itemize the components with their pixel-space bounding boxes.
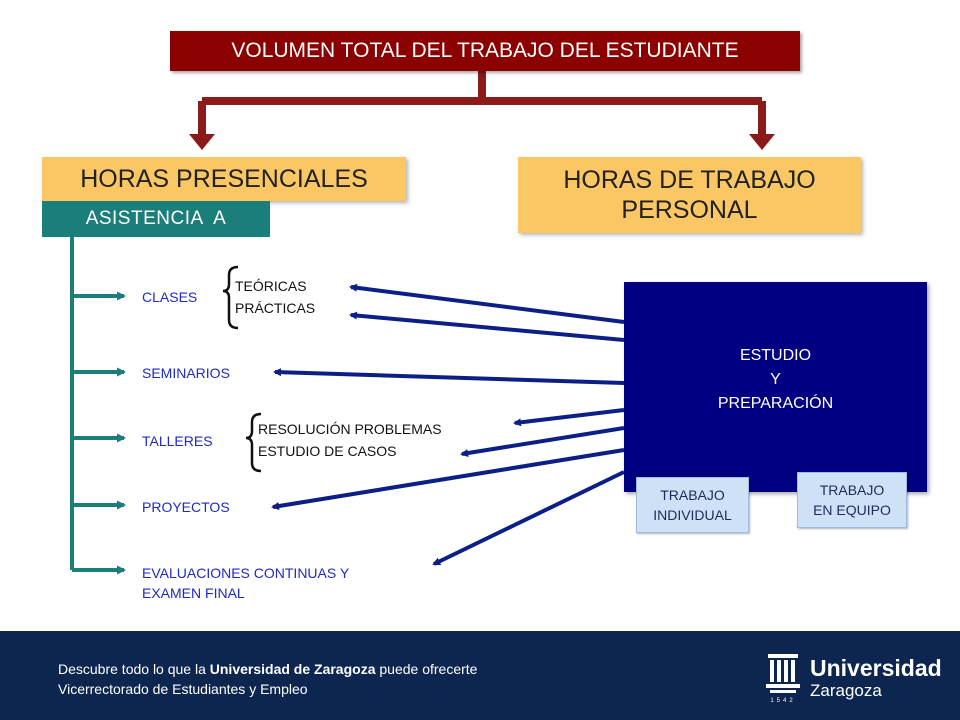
asistencia-label: ASISTENCIA A xyxy=(85,208,227,229)
logo-year: 1542 xyxy=(770,698,796,704)
activity-evaluaciones xyxy=(142,563,349,603)
horas-trabajo-personal-label: HORAS DE TRABAJO PERSONAL xyxy=(563,166,816,224)
trabajo-individual-line2: INDIVIDUAL xyxy=(653,507,732,523)
subitem-casos: ESTUDIO DE CASOS xyxy=(258,443,397,459)
red-arrowhead-left xyxy=(189,134,215,150)
title-box xyxy=(170,31,800,71)
clases-subitems xyxy=(235,275,315,319)
estudio-preparacion-text xyxy=(624,344,927,416)
footer-suffix: puede ofrecerte xyxy=(375,661,478,677)
subitem-teoricas: TEÓRICAS xyxy=(235,278,307,294)
evaluaciones-line1: EVALUACIONES CONTINUAS Y xyxy=(142,565,350,581)
asistencia-box xyxy=(42,201,270,237)
horas-trabajo-personal-box xyxy=(518,157,861,233)
activity-talleres: TALLERES xyxy=(142,433,213,449)
trabajo-individual-box xyxy=(636,477,749,533)
activity-seminarios: SEMINARIOS xyxy=(142,365,230,381)
title-text: VOLUMEN TOTAL DEL TRABAJO DEL ESTUDIANTE xyxy=(231,39,739,62)
footer-prefix: Descubre todo lo que la xyxy=(58,661,210,677)
estudio-line1: ESTUDIO xyxy=(739,347,812,364)
trabajo-individual-line1: TRABAJO xyxy=(660,487,725,503)
university-crest-icon xyxy=(762,652,804,704)
trabajo-equipo-box xyxy=(797,472,907,528)
footer-line2: Vicerrectorado de Estudiantes y Empleo xyxy=(58,681,308,697)
subitem-practicas: PRÁCTICAS xyxy=(235,300,316,316)
subitem-resolucion: RESOLUCIÓN PROBLEMAS xyxy=(258,421,442,437)
red-arrowhead-right xyxy=(749,134,775,150)
talleres-subitems xyxy=(258,418,442,462)
horas-presenciales-box xyxy=(42,157,406,201)
activity-clases: CLASES xyxy=(142,289,198,305)
trabajo-equipo-line2: EN EQUIPO xyxy=(813,502,891,518)
estudio-line3: PREPARACIÓN xyxy=(717,395,834,412)
footer-line1 xyxy=(58,661,477,677)
logo-city: Zaragoza xyxy=(810,681,882,700)
logo-name: Universidad xyxy=(810,655,942,681)
footer-university-link: Universidad de Zaragoza xyxy=(209,661,376,677)
evaluaciones-line2: EXAMEN FINAL xyxy=(142,585,245,601)
horas-presenciales-label: HORAS PRESENCIALES xyxy=(80,165,368,193)
teal-tree xyxy=(72,237,124,570)
estudio-line2: Y xyxy=(770,371,781,388)
activity-proyectos: PROYECTOS xyxy=(142,499,230,515)
university-logo xyxy=(810,655,942,701)
red-split-arrow xyxy=(202,71,762,136)
trabajo-equipo-line1: TRABAJO xyxy=(819,482,885,498)
